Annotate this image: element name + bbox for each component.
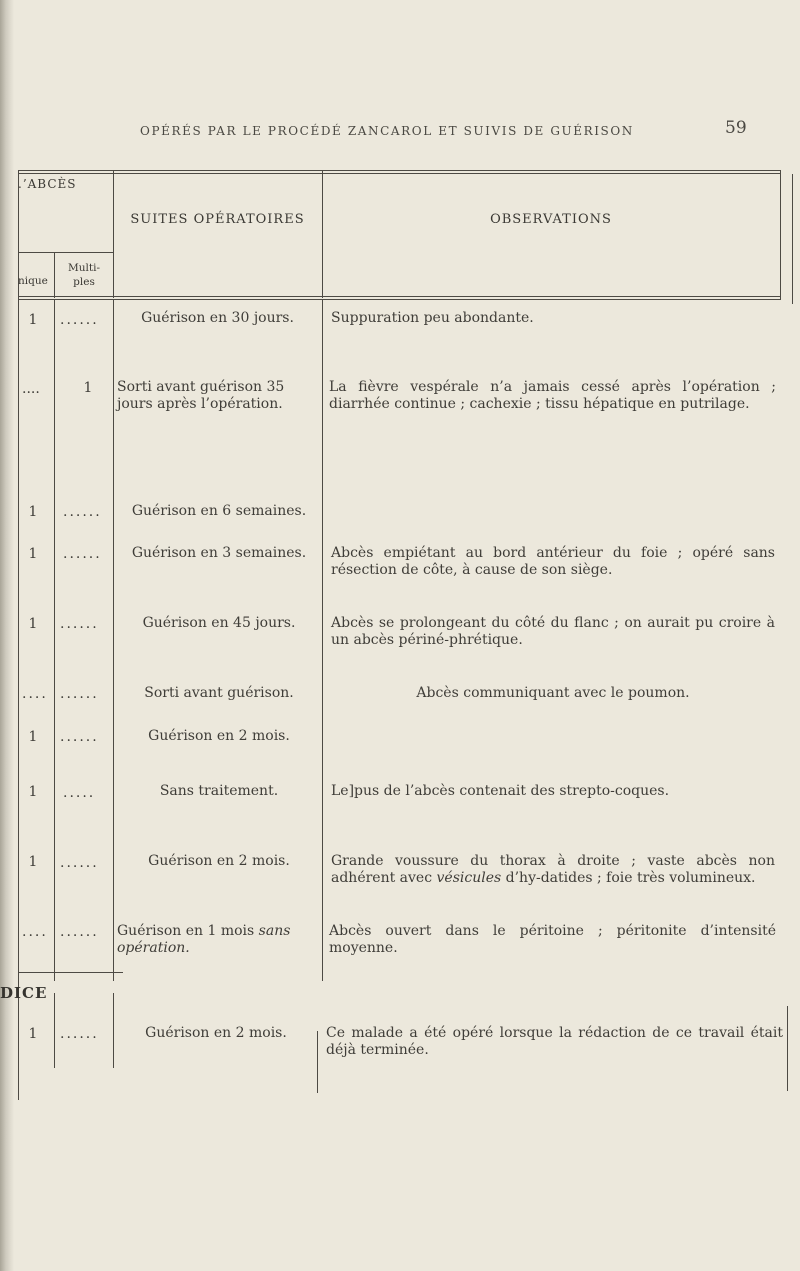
row9-obs-part3: d’hy-datides ; foie très volumineux. bbox=[501, 870, 756, 886]
row5-suites: Guérison en 45 jours. bbox=[142, 615, 296, 631]
row10-observations: Abcès ouvert dans le péritoine ; péritonite d’intensité moyenne. bbox=[329, 923, 776, 956]
row7-multiples: ...... bbox=[60, 729, 99, 745]
row5-multiples: ...... bbox=[60, 616, 99, 632]
row10-unique: .... bbox=[22, 924, 48, 940]
last-row-suites: Guérison en 2 mois. bbox=[145, 1025, 287, 1041]
obs-col-rule-last bbox=[317, 1031, 318, 1093]
row9-obs-vesicules: vésicules bbox=[436, 870, 502, 886]
header-suites-operatoires: SUITES OPÉRATOIRES bbox=[130, 212, 305, 227]
row9-multiples: ...... bbox=[60, 855, 99, 871]
col-rule-last bbox=[113, 993, 114, 1068]
row3-multiples: ...... bbox=[63, 504, 102, 520]
row10-multiples: ...... bbox=[60, 924, 99, 940]
page-number: 59 bbox=[725, 118, 747, 138]
obs-col-rule bbox=[322, 299, 323, 981]
row7-suites: Guérison en 2 mois. bbox=[148, 728, 290, 744]
row9-obs-part1: Grande voussure du thorax à droite ; vaste abcès non adhérent avec bbox=[331, 853, 775, 886]
row8-unique: 1 bbox=[28, 784, 38, 800]
last-row-unique: 1 bbox=[28, 1026, 38, 1042]
row1-observations: Suppuration peu abondante. bbox=[331, 310, 534, 326]
row5-unique: 1 bbox=[28, 616, 38, 632]
row1-suites: Guérison en 30 jours. bbox=[141, 310, 294, 326]
row2-observations: La fièvre vespérale n’a jamais cessé après l’opération ; diarrhée continue ; cachexie ; tissu hépatique en putrilage. bbox=[329, 379, 776, 412]
row10-suites bbox=[117, 923, 322, 957]
header-unique: nique bbox=[18, 275, 48, 287]
row6-multiples: ...... bbox=[60, 686, 99, 702]
table-top-rule-2 bbox=[18, 173, 780, 174]
row6-observations: Abcès communiquant avec le poumon. bbox=[416, 685, 690, 701]
subcol-rule bbox=[54, 299, 55, 981]
row8-observations: Le]pus de l’abcès contenait des strepto-coques. bbox=[331, 783, 670, 799]
row7-unique: 1 bbox=[28, 729, 38, 745]
row4-unique: 1 bbox=[28, 546, 38, 562]
table-top-rule bbox=[18, 170, 780, 171]
table-left-rule bbox=[18, 170, 19, 1100]
row1-unique: 1 bbox=[28, 312, 38, 328]
header-abces: .’ABCÈS bbox=[18, 177, 77, 191]
last-row-multiples: ...... bbox=[60, 1026, 99, 1042]
col-rule bbox=[113, 299, 114, 981]
row10-suites-part1: Guérison en 1 mois bbox=[117, 923, 259, 939]
row4-observations: Abcès empiétant au bord antérieur du foie ; opéré sans résection de côte, à cause de son siège. bbox=[331, 545, 775, 578]
results-table bbox=[0, 146, 794, 1146]
col-rule-header bbox=[113, 170, 114, 298]
row9-unique: 1 bbox=[28, 854, 38, 870]
row4-multiples: ...... bbox=[63, 546, 102, 562]
header-bottom-rule bbox=[18, 296, 780, 297]
subheader-rule bbox=[18, 252, 113, 253]
row6-suites: Sorti avant guérison. bbox=[144, 685, 294, 701]
subcol-rule-last bbox=[54, 993, 55, 1068]
row8-multiples: ..... bbox=[63, 785, 96, 801]
header-bottom-rule-2 bbox=[18, 299, 780, 300]
row9-suites: Guérison en 2 mois. bbox=[148, 853, 290, 869]
row4-suites: Guérison en 3 semaines. bbox=[131, 545, 307, 561]
row2-unique: .... bbox=[22, 381, 40, 397]
header-observations: OBSERVATIONS bbox=[490, 212, 612, 227]
table-right-rule-last bbox=[787, 1006, 788, 1091]
header-multiples: Multi- ples bbox=[68, 262, 100, 288]
obs-col-rule-header bbox=[322, 170, 323, 298]
section-label: DICE bbox=[0, 984, 48, 1002]
row3-suites: Guérison en 6 semaines. bbox=[131, 503, 307, 519]
row9-observations bbox=[331, 853, 775, 887]
section-rule bbox=[18, 972, 123, 973]
table-right-rule-header bbox=[780, 170, 781, 300]
row3-unique: 1 bbox=[28, 504, 38, 520]
table-right-rule-outer bbox=[792, 174, 793, 304]
row2-suites: Sorti avant guérison 35 jours après l’opération. bbox=[117, 379, 285, 412]
row2-multiples: 1 bbox=[83, 380, 93, 396]
row5-observations: Abcès se prolongeant du côté du flanc ; on aurait pu croire à un abcès périné-phrétique. bbox=[331, 615, 775, 648]
row1-multiples: ...... bbox=[60, 312, 99, 328]
row10-suites-italic: sans opération. bbox=[117, 923, 291, 956]
running-head: OPÉRÉS PAR LE PROCÉDÉ ZANCAROL ET SUIVIS DE GUÉRISON bbox=[140, 124, 634, 138]
row8-suites: Sans traitement. bbox=[159, 783, 279, 799]
last-row-observations: Ce malade a été opéré lorsque la rédaction de ce travail était déjà terminée. bbox=[326, 1025, 783, 1058]
row6-unique: .... bbox=[22, 686, 48, 702]
